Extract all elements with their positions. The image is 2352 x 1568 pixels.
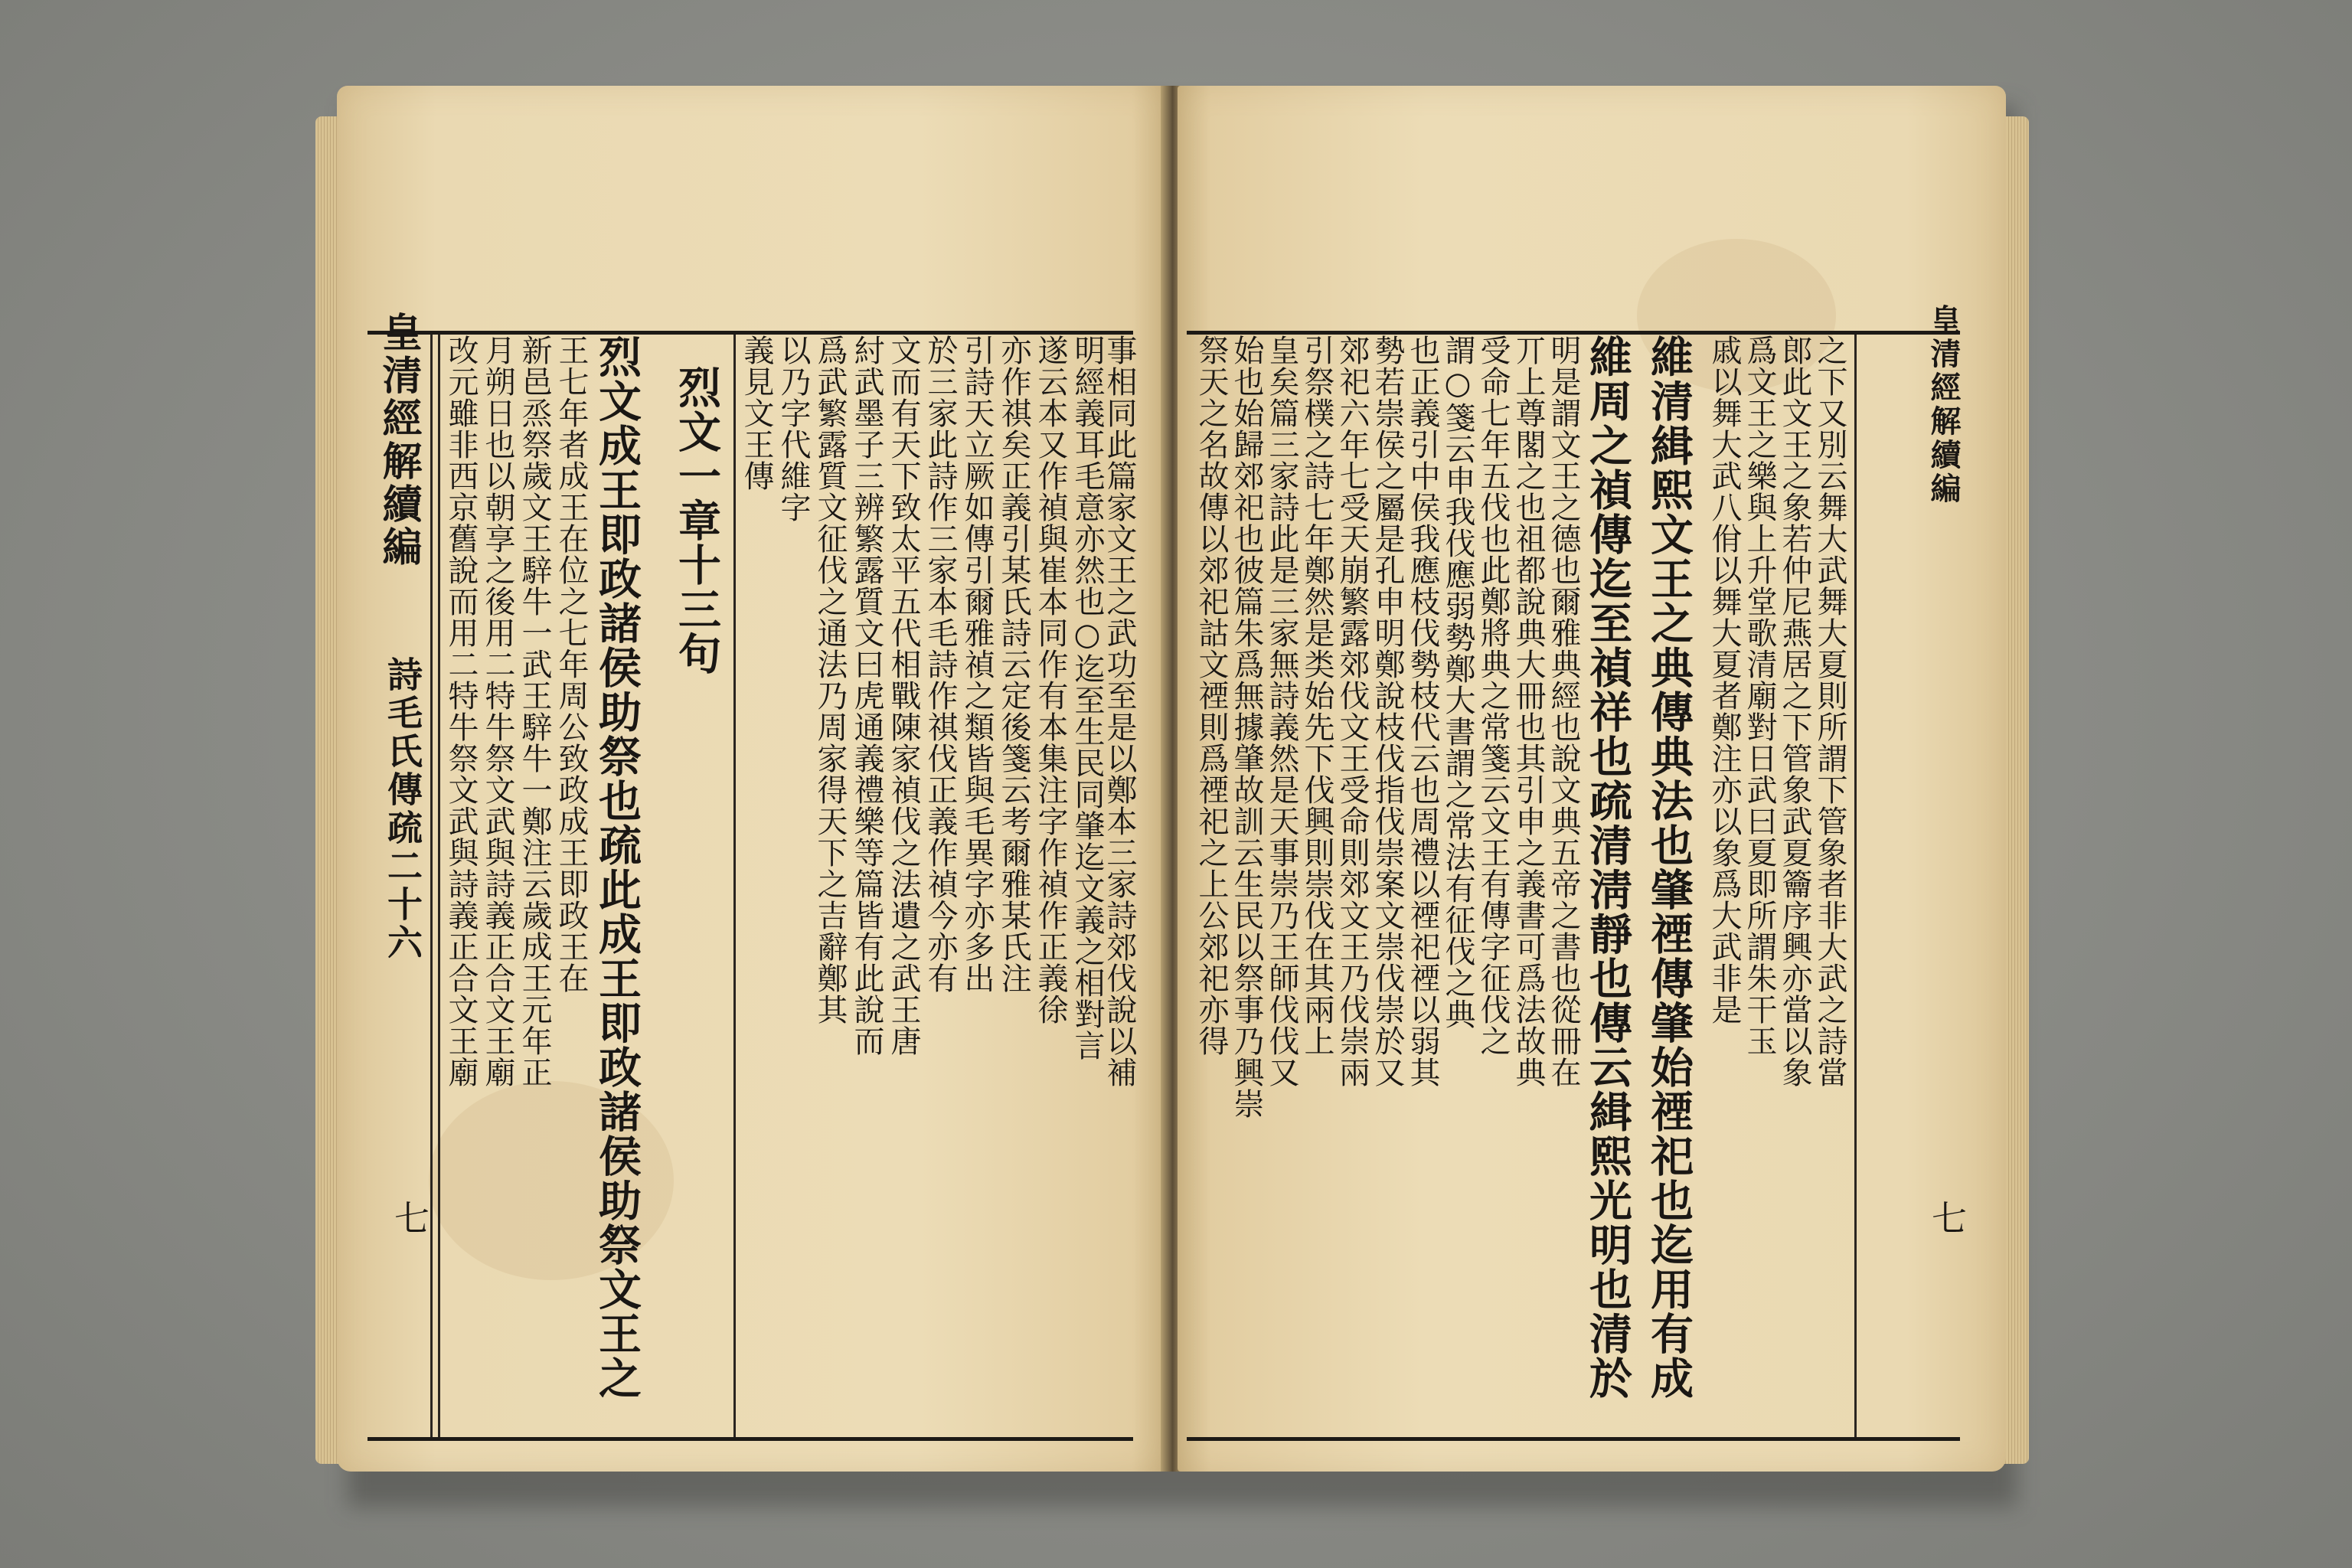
text-column: 亦作祺矣正義引某氏詩云定後箋云考爾雅某氏注	[996, 335, 1031, 994]
text-column: 遂云本又作禎與崔本同作有本集注字作禎作正義徐	[1033, 335, 1068, 1025]
text-column: 皇矣篇三家詩此是三家無詩義然是天事崇乃王師伐伐又	[1264, 335, 1299, 1088]
text-column: 月朔日也以朝享之後用二特牛祭文武與詩義正合文王廟	[480, 335, 515, 1088]
left-leaf-number: 七	[389, 1200, 430, 1235]
text-column: 文而有天下致太平五代相戰陳家禎伐之法遺之武王唐	[886, 335, 921, 1057]
verse-column: 維清緝熙文王之典傳典法也肇禋傳肇始禋祀也迄用有成	[1644, 335, 1694, 1400]
left-margin-title: 皇清經解續編	[375, 312, 422, 569]
text-column: 始也始歸郊祀也彼篇朱爲無據肇故訓云生民以祭事乃興崇	[1229, 335, 1264, 1119]
text-column: 王七年者成王在位之七年周公致政成王即政王在	[554, 335, 589, 994]
text-column: 義見文王傳	[739, 335, 774, 492]
left-text-block	[368, 312, 1137, 1441]
text-column: 事相同此篇家文王之武功至是以鄭本三家詩郊伐說以補	[1102, 335, 1137, 1088]
text-column: 紂武墨子三辨繁露質文曰虎通義禮樂等篇皆有此說而	[849, 335, 884, 1057]
text-column: 丌上尊閣之也祖都說典大冊也其引申之義書可爲法故典	[1511, 335, 1546, 1088]
text-column: 勢若崇侯之屬是孔申明鄭說枝伐指伐崇案文崇伐崇於又	[1370, 335, 1405, 1088]
text-column: 受命七年五伐也此鄭將典之常箋云文王有傳字征伐之	[1475, 335, 1511, 1057]
verse-column: 維周之禎傳迄至禎祥也疏清淸靜也傳云緝熙光明也清於	[1583, 335, 1633, 1400]
column-rule	[733, 335, 736, 1437]
text-column: 明是謂文王之德也爾雅典經也說文典五帝之書也從冊在	[1546, 335, 1581, 1088]
text-column: 引詩天立厥如傳引爾雅禎之類皆與毛異字亦多出	[959, 335, 995, 994]
text-column: 祭天之名故傳以郊祀詁文禋則爲禋祀之上公郊祀亦得	[1194, 335, 1229, 1057]
column-rule	[1854, 335, 1857, 1437]
section-heading-column: 烈文成王即政諸侯助祭也疏此成王即政諸侯助祭文王之	[592, 335, 642, 1400]
text-column: 於三家此詩作三家本毛詩作祺伐正義作禎今亦有	[923, 335, 958, 994]
text-column: 戚以舞大武八佾以舞大夏者鄭注亦以象爲大武非是	[1707, 335, 1742, 1025]
column-rule	[430, 335, 433, 1437]
right-page	[1178, 86, 2006, 1472]
text-column: 改元雖非西京舊說而用二特牛祭文武與詩義正合文王廟	[443, 335, 479, 1088]
open-book	[337, 86, 2006, 1487]
text-column: 郊祀六年七受天崩繁露郊伐文王受命則郊文王乃伐崇兩	[1334, 335, 1370, 1088]
right-margin-title: 皇清經解續編	[1926, 304, 1962, 506]
text-column: 明經義耳毛意亦然也○迄至生民同肇迄文義之相對言	[1070, 335, 1105, 1061]
left-page	[337, 86, 1165, 1472]
right-text-block	[1187, 304, 1968, 1441]
text-column: 以乃字代維字	[776, 335, 811, 523]
text-column: 新邑烝祭歲文王騂牛一武王騂牛一鄭注云歲成王元年正	[517, 335, 552, 1088]
text-column: 也正義引中侯我應枝伐勢枝代云也周禮以禋祀禋以弱其	[1405, 335, 1440, 1088]
chapter-count-heading: 烈文一章十三句	[671, 365, 722, 676]
text-column: 爲武繁露質文征伐之通法乃周家得天下之吉辭鄭其	[812, 335, 848, 1025]
column-rule	[438, 335, 440, 1437]
text-column: 引祭樸之詩七年鄭然是类始先下伐興則崇伐在其兩上	[1299, 335, 1334, 1057]
right-leaf-number: 七	[1926, 1200, 1968, 1235]
right-page-edges	[2003, 116, 2029, 1464]
text-column: 謂○箋云申我伐應弱勢鄭大書謂之常法有征伐之典	[1440, 335, 1475, 1030]
text-column: 爲文王之樂與上升堂歌清廟對日武曰夏即所謂朱干玉	[1742, 335, 1777, 1057]
left-margin-subtitle: 詩毛氏傳疏二十六	[382, 656, 423, 962]
text-column: 郎此文王之象若仲尼燕居之下管象武夏籥序興亦當以象	[1777, 335, 1812, 1088]
text-column: 之下又別云舞大武舞大夏則所謂下管象者非大武之詩當	[1812, 335, 1847, 1088]
